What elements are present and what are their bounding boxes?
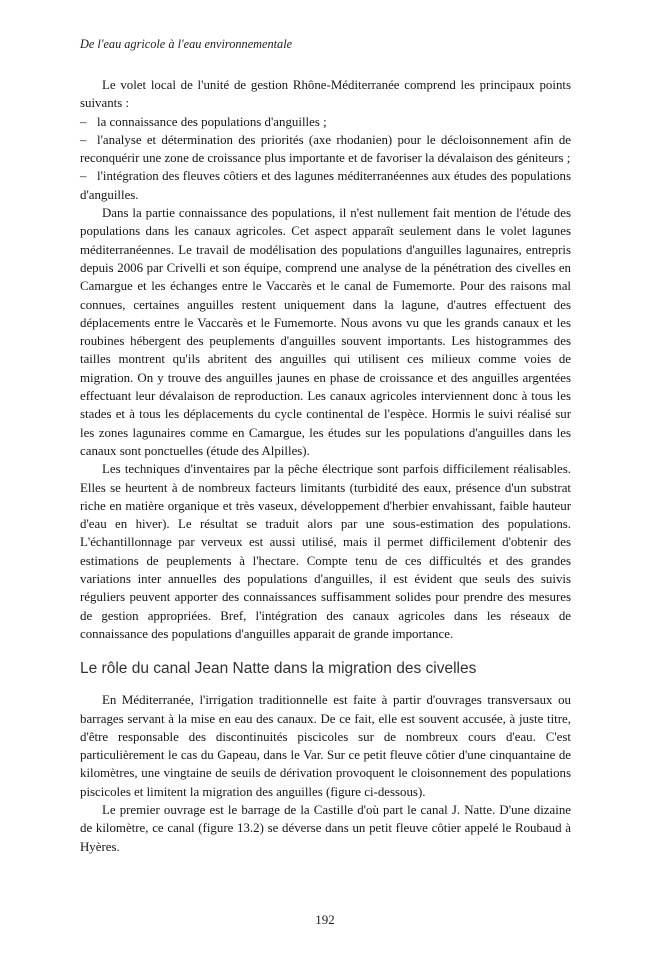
paragraph-connaissance: Dans la partie connaissance des populations, il n'est nullement fait mention de l'étude des populations dans les canaux agricoles. Cet aspect apparaît seulement dans le volet lagunes méditerranéennes. Le travail de modélisation des populations d'anguilles lagunaires, entrepris depuis 2006 par Crivelli et son équipe, comprend une analyse de la pénétration des civelles en Camargue et les échanges entre le Vaccarès et le canal de Fumemorte. Pour des raisons mal connues, certaines anguilles restent uniquement dans la lagune, d'autres effectuent des déplacements entre le Vaccarès et le Fumemorte. Nous avons vu que les grands canaux et les roubines hébergent des peuplements d'anguilles souvent importants. Les histogrammes des tailles montrent qu'ils abritent des anguilles qui utilisent ces milieux comme voies de migration. On y trouve des anguilles jaunes en phase de croissance et des anguilles argentées effectuant leur dévalaison de reproduction. Les canaux agricoles interviennent donc à tous les stades et à tous les déplacements du cycle continental de l'espèce. Hormis le suivi réalisé sur les zones lagunaires comme en Camargue, les études sur les populations d'anguilles dans les canaux sont ponctuelles (étude des Alpilles). xyxy=(80,206,571,458)
section-heading: Le rôle du canal Jean Natte dans la migration des civelles xyxy=(80,660,477,678)
list-item xyxy=(80,167,571,204)
bullet-dash: – xyxy=(80,132,87,147)
paragraph-mediterranee: En Méditerranée, l'irrigation traditionnelle est faite à partir d'ouvrages transversaux ou barrages servant à la mise en eau des canaux. De ce fait, elle est souvent accusée, à juste titre, d'être responsable des discontinuités piscicoles sur de nombreux cours d'eau. C'est particulièrement le cas du Gapeau, dans le Var. Sur ce petit fleuve côtier d'une cinquantaine de kilomètres, une vingtaine de seuils de dérivation provoquent le cloisonnement des populations piscicoles et limitent la migration des anguilles (figure ci-dessous). xyxy=(80,693,571,799)
bullet-dash: – xyxy=(80,114,87,129)
running-title: De l'eau agricole à l'eau environnementale xyxy=(80,37,293,51)
body-text xyxy=(80,76,571,856)
paragraph-premier-ouvrage: Le premier ouvrage est le barrage de la Castille d'où part le canal J. Natte. D'une dizaine de kilomètre, ce canal (figure 13.2) se déverse dans un petit fleuve côtier appelé le Roubaud à Hyères. xyxy=(80,802,571,854)
list-item-text: l'intégration des fleuves côtiers et des lagunes méditerranéennes aux études des populations d'anguilles. xyxy=(80,169,571,202)
bullet-dash: – xyxy=(80,169,87,184)
paragraph-intro: Le volet local de l'unité de gestion Rhône-Méditerranée comprend les principaux points suivants : xyxy=(80,78,571,111)
page-number: 192 xyxy=(315,912,335,927)
list-item xyxy=(80,113,571,131)
paragraph-techniques: Les techniques d'inventaires par la pêche électrique sont parfois difficilement réalisables. Elles se heurtent à de nombreux facteurs limitants (turbidité des eaux, présence d'un substrat riche en matière organique et très vaseux, développement d'herbier envahissant, faible hauteur d'eau en hiver). Le résultat se traduit alors par une sous-estimation des populations. L'échantillonnage par verveux est aussi utilisé, mais il permet difficilement d'obtenir des estimations de peuplements à l'hectare. Compte tenu de ces difficultés et des grandes variations inter annuelles des populations d'anguilles, il est évident que seuls des suivis réguliers peuvent apporter des connaissances suffisamment solides pour prendre des mesures de gestion appropriées. Bref, l'intégration des canaux agricoles dans les réseaux de connaissance des populations d'anguilles apparait de grande importance. xyxy=(80,462,571,641)
list-item-text: la connaissance des populations d'anguilles ; xyxy=(97,114,327,129)
page-content xyxy=(80,36,571,856)
list-item-text: l'analyse et détermination des priorités (axe rhodanien) pour le décloisonnement afin de reconquérir une zone de croissance plus importante et de favoriser la dévalaison des géniteurs ; xyxy=(80,132,571,166)
list-item xyxy=(80,131,571,168)
